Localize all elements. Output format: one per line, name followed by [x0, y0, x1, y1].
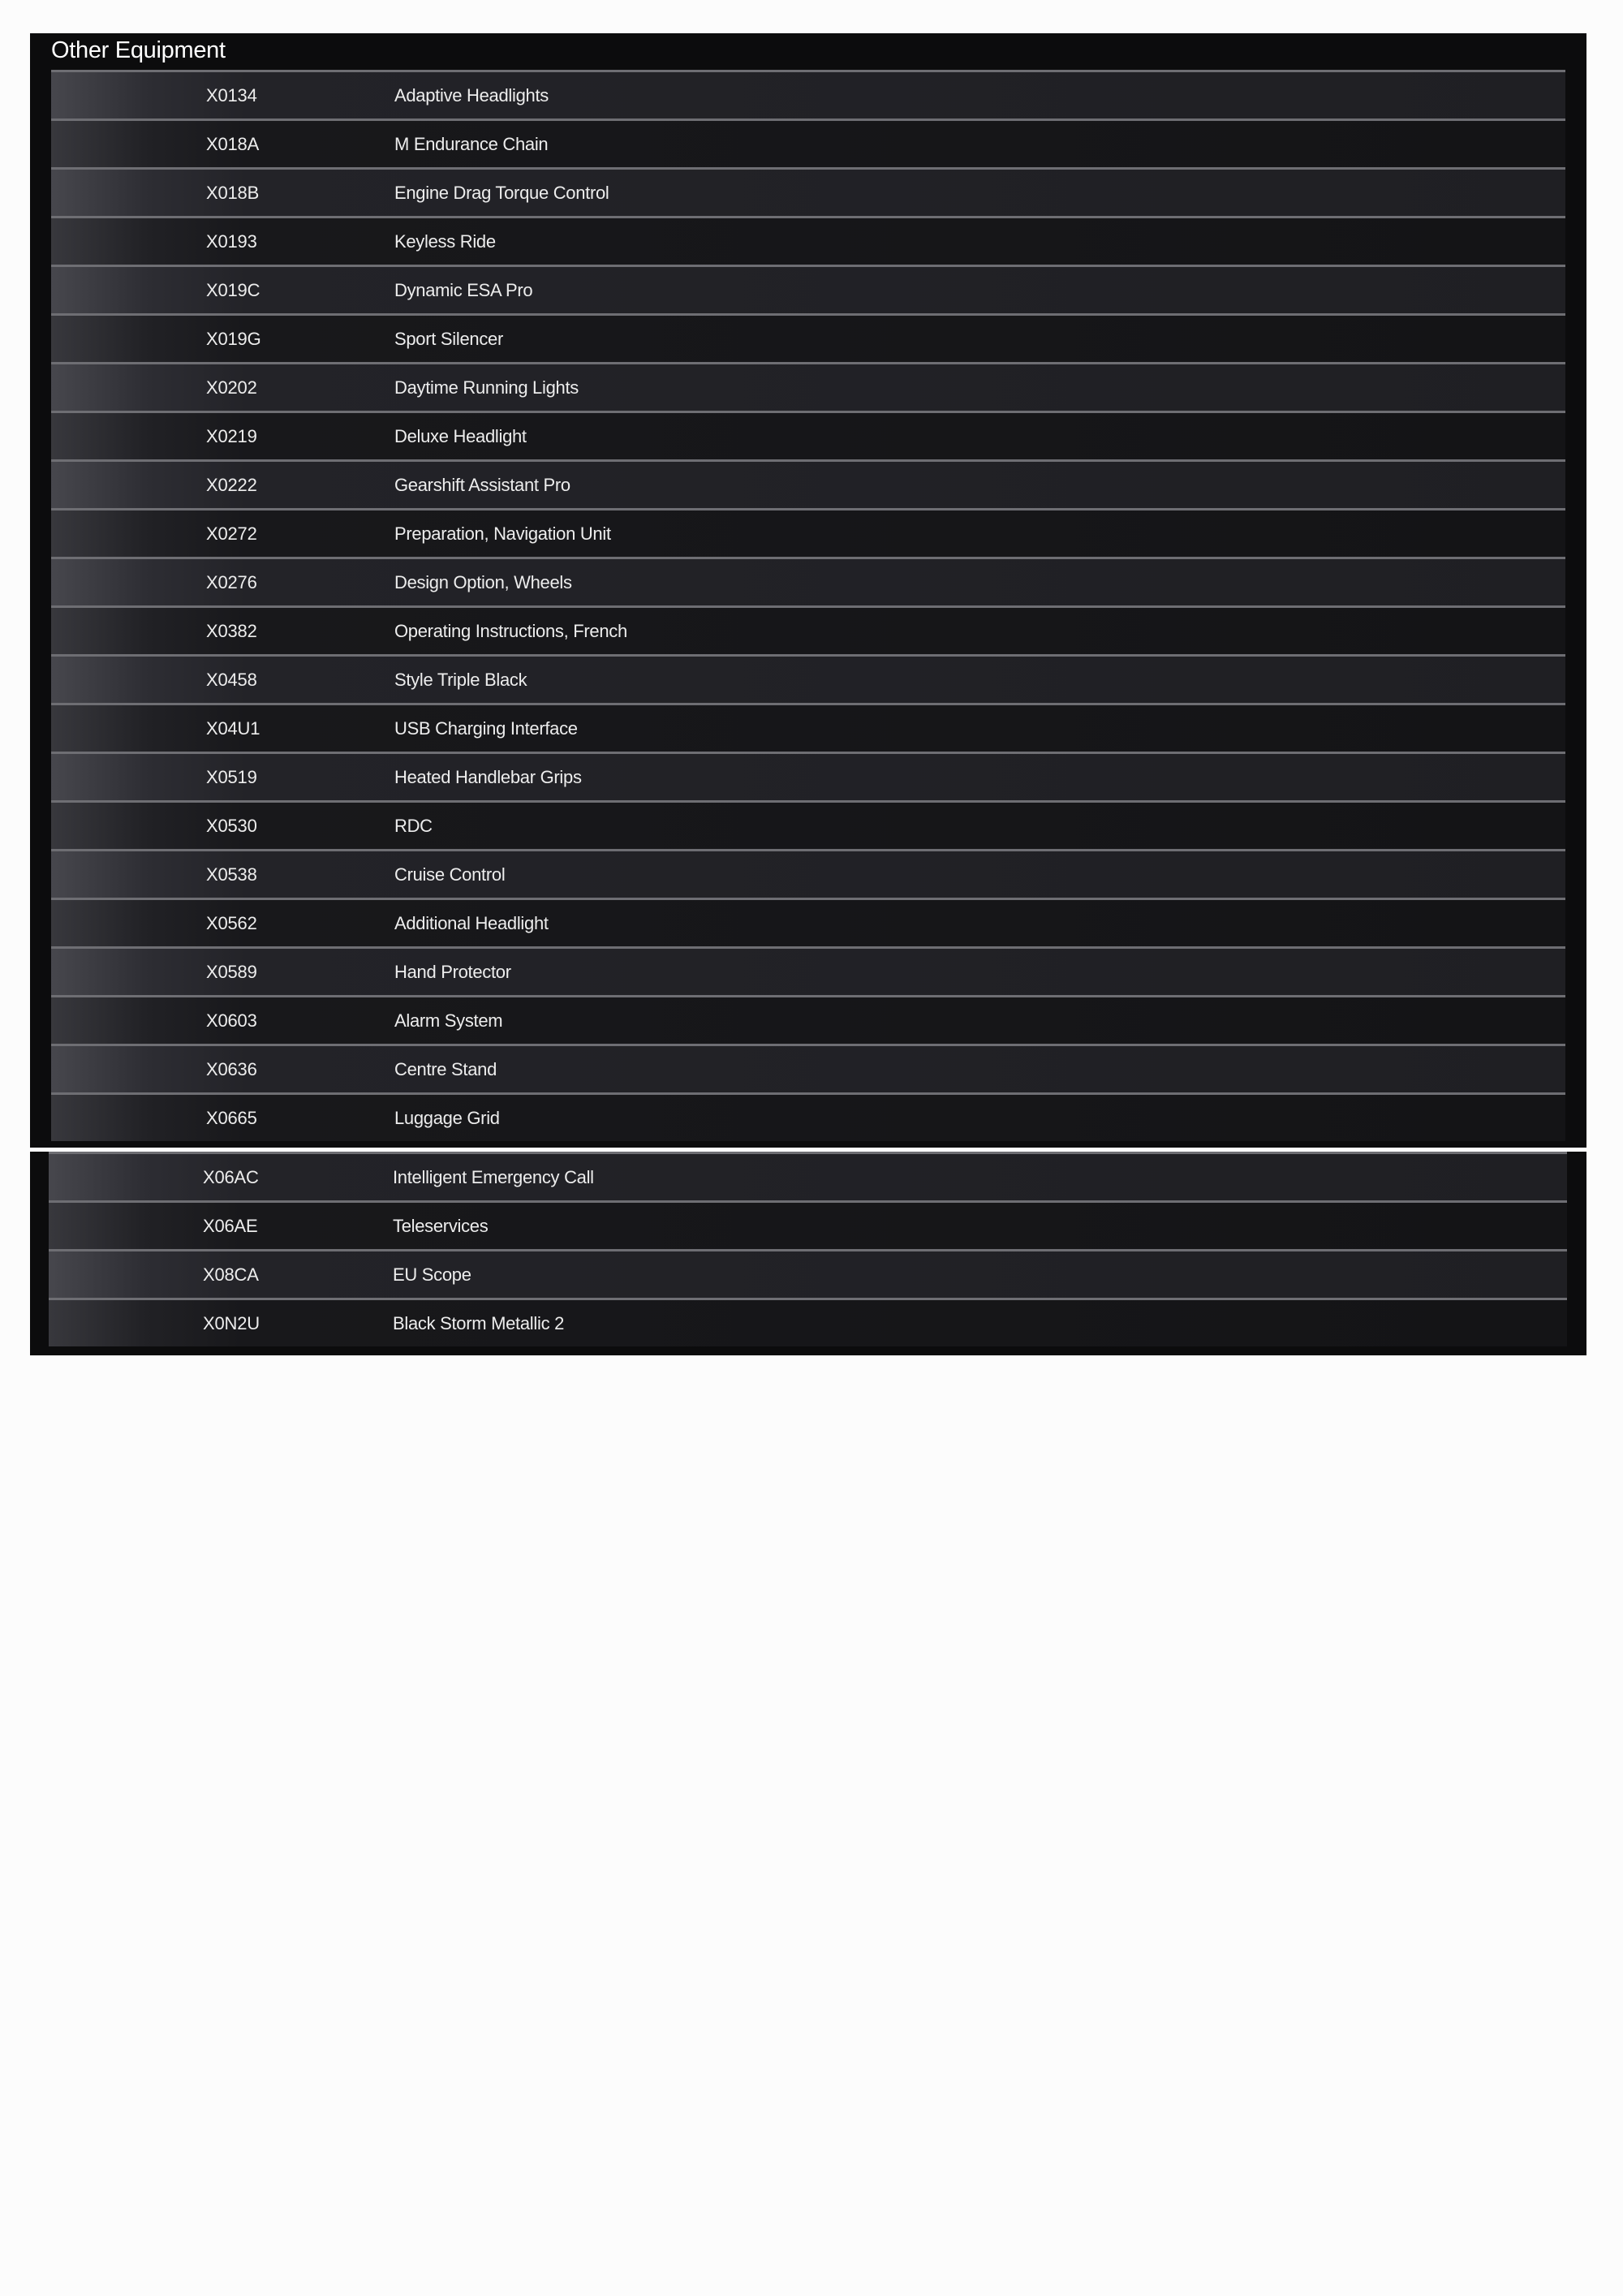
equipment-description: Teleservices [393, 1216, 489, 1236]
table-row [51, 313, 1565, 362]
table-row [51, 752, 1565, 800]
table-row [51, 1092, 1565, 1141]
equipment-list-continued [49, 1152, 1567, 1346]
equipment-description: Style Triple Black [394, 670, 527, 690]
equipment-code: X019G [206, 329, 261, 349]
equipment-description: EU Scope [393, 1264, 471, 1285]
table-row [51, 557, 1565, 605]
equipment-description: Preparation, Navigation Unit [394, 523, 611, 544]
equipment-description: Alarm System [394, 1010, 503, 1031]
equipment-code: X0530 [206, 816, 257, 836]
equipment-code: X0458 [206, 670, 257, 690]
table-row [51, 459, 1565, 508]
table-row [51, 995, 1565, 1044]
equipment-description: Cruise Control [394, 864, 506, 885]
table-row [49, 1298, 1567, 1346]
equipment-description: Gearshift Assistant Pro [394, 475, 570, 495]
table-row [51, 703, 1565, 752]
equipment-code: X06AC [203, 1167, 259, 1187]
equipment-description: RDC [394, 816, 433, 836]
equipment-code: X018B [206, 183, 260, 203]
table-row [51, 849, 1565, 898]
table-row [51, 411, 1565, 459]
table-row [51, 946, 1565, 995]
equipment-code: X0272 [206, 523, 257, 544]
table-row [51, 800, 1565, 849]
section-title: Other Equipment [51, 37, 226, 63]
equipment-code: X0589 [206, 962, 257, 982]
equipment-description: Dynamic ESA Pro [394, 280, 533, 300]
equipment-description: Hand Protector [394, 962, 511, 982]
equipment-description: Engine Drag Torque Control [394, 183, 609, 203]
table-row [49, 1200, 1567, 1249]
equipment-description: Heated Handlebar Grips [394, 767, 582, 787]
equipment-description: Design Option, Wheels [394, 572, 572, 592]
equipment-code: X0665 [206, 1108, 257, 1128]
equipment-description: M Endurance Chain [394, 134, 549, 154]
equipment-code: X0222 [206, 475, 257, 495]
equipment-panel [30, 33, 1586, 1148]
equipment-description: Deluxe Headlight [394, 426, 527, 446]
equipment-code: X0519 [206, 767, 257, 787]
equipment-description: Daytime Running Lights [394, 377, 579, 398]
table-row [51, 508, 1565, 557]
equipment-description: Intelligent Emergency Call [393, 1167, 594, 1187]
equipment-code: X019C [206, 280, 260, 300]
equipment-code: X0636 [206, 1059, 257, 1079]
table-row [49, 1152, 1567, 1200]
table-row [51, 265, 1565, 313]
table-row [51, 898, 1565, 946]
equipment-code: X0N2U [203, 1313, 260, 1333]
equipment-panel-continued [30, 1152, 1586, 1355]
equipment-code: X0276 [206, 572, 257, 592]
equipment-code: X0603 [206, 1010, 257, 1031]
table-row [51, 167, 1565, 216]
equipment-code: X0382 [206, 621, 257, 641]
equipment-code: X018A [206, 134, 260, 154]
table-row [51, 605, 1565, 654]
equipment-description: Operating Instructions, French [394, 621, 627, 641]
equipment-list [51, 70, 1565, 1141]
equipment-description: Adaptive Headlights [394, 85, 549, 106]
equipment-description: Additional Headlight [394, 913, 549, 933]
table-row [51, 362, 1565, 411]
equipment-description: Sport Silencer [394, 329, 503, 349]
equipment-code: X0202 [206, 377, 257, 398]
equipment-description: Luggage Grid [394, 1108, 500, 1128]
equipment-code: X06AE [203, 1216, 258, 1236]
equipment-description: USB Charging Interface [394, 718, 578, 739]
equipment-description: Centre Stand [394, 1059, 497, 1079]
table-row [51, 118, 1565, 167]
table-row [51, 654, 1565, 703]
equipment-code: X0538 [206, 864, 257, 885]
equipment-description: Black Storm Metallic 2 [393, 1313, 565, 1333]
equipment-code: X0562 [206, 913, 257, 933]
equipment-code: X08CA [203, 1264, 259, 1285]
equipment-code: X0193 [206, 231, 257, 252]
equipment-code: X0134 [206, 85, 257, 106]
equipment-code: X0219 [206, 426, 257, 446]
table-row [51, 70, 1565, 118]
table-row [49, 1249, 1567, 1298]
equipment-description: Keyless Ride [394, 231, 496, 252]
equipment-code: X04U1 [206, 718, 260, 739]
table-row [51, 1044, 1565, 1092]
table-row [51, 216, 1565, 265]
